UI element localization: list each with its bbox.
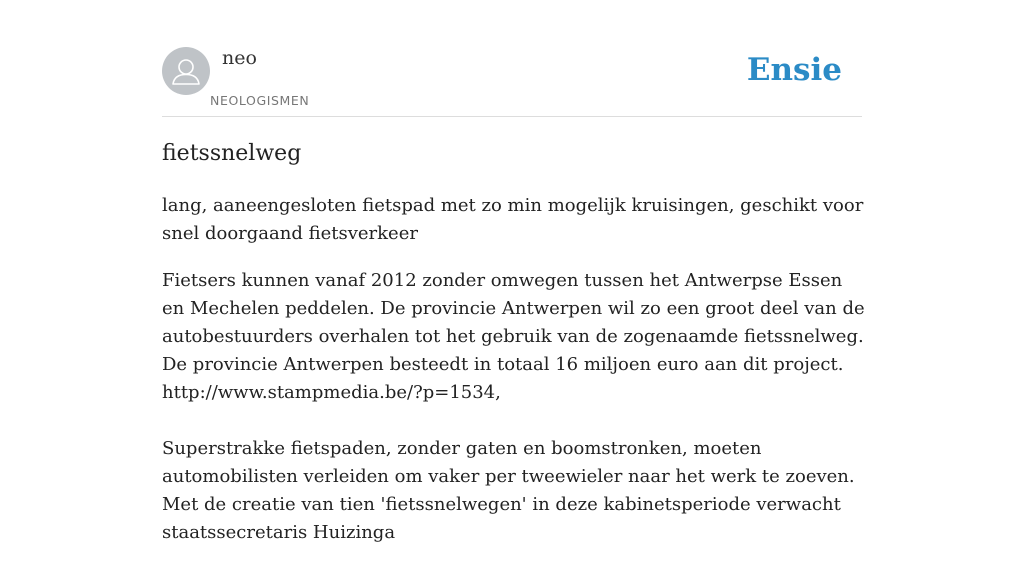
ensie-logo[interactable]: Ensie xyxy=(746,52,842,88)
entry-term: fietssnelweg xyxy=(162,141,302,166)
entry-examples xyxy=(162,267,867,547)
category-link[interactable]: NEOLOGISMEN xyxy=(210,93,310,108)
entry-definition: lang, aaneengesloten fietspad met zo min mogelijk kruisingen, geschikt voor snel doorgaand fietsverkeer xyxy=(162,195,864,244)
entry-header xyxy=(162,40,862,117)
user-avatar-icon[interactable] xyxy=(162,47,210,95)
author-name-link[interactable]: neo xyxy=(222,47,257,69)
example-paragraph: Fietsers kunnen vanaf 2012 zonder omwegen tussen het Antwerpse Essen en Mechelen peddelen. De provincie Antwerpen wil zo een groot deel van de autobestuurders overhalen tot het gebruik van de zogenaamde fietssnelweg. De provincie Antwerpen besteedt in totaal 16 miljoen euro aan dit project. http://www.stampmedia.be/?p=1534, xyxy=(162,270,865,403)
example-paragraph: Superstrakke fietspaden, zonder gaten en boomstronken, moeten automobilisten verleiden om vaker per tweewieler naar het werk te zoeven. Met de creatie van tien 'fietssnelwegen' in deze kabinetsperiode verwacht staatssecretaris Huizinga xyxy=(162,438,855,543)
entry-content xyxy=(162,138,867,575)
